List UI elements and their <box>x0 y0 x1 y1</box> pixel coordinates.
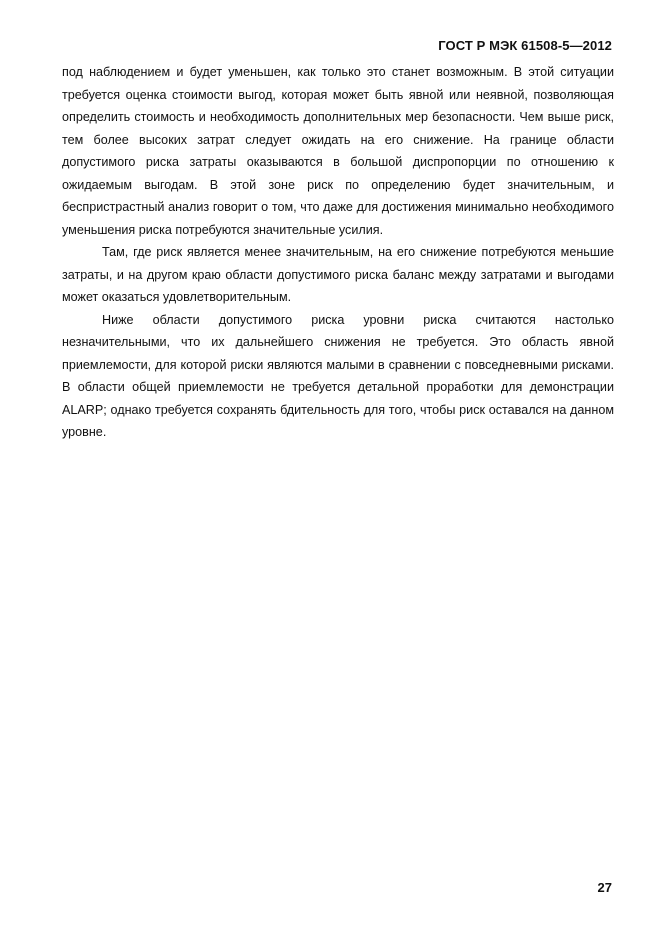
paragraph-continuation: под наблюдением и будет уменьшен, как только это станет возможным. В этой ситуации требуется оценка стоимости выгод, которая может быть явной или неявной, позволяющая определить стоимость и необходимость дополнительных мер безопасности. Чем выше риск, тем более высоких затрат следует ожидать на его снижение. На границе области допустимого риска затраты оказываются в большой диспропорции по отношению к ожидаемым выгодам. В этой зоне риск по определению будет значительным, и беспристрастный анализ говорит о том, что даже для достижения минимально необходимого уменьшения риска потребуются значительные усилия. <box>62 65 614 237</box>
paragraph: Ниже области допустимого риска уровни риска считаются настолько незначительными, что их дальнейшего снижения не требуется. Это область явной приемлемости, для которой риски являются малыми в сравнении с повседневными рисками. В области общей приемлемости не требуется детальной проработки для демонстрации ALARP; однако требуется сохранять бдительность для того, чтобы риск оставался на данном уровне. <box>62 312 614 439</box>
page-number: 27 <box>597 880 612 895</box>
body-text <box>62 61 614 444</box>
paragraph: Там, где риск является менее значительным, на его снижение потребуются меньшие затраты, и на другом краю области допустимого риска баланс между затратами и выгодами может оказаться удовлетворительным. <box>62 245 614 304</box>
standard-header: ГОСТ Р МЭК 61508-5—2012 <box>438 38 612 53</box>
